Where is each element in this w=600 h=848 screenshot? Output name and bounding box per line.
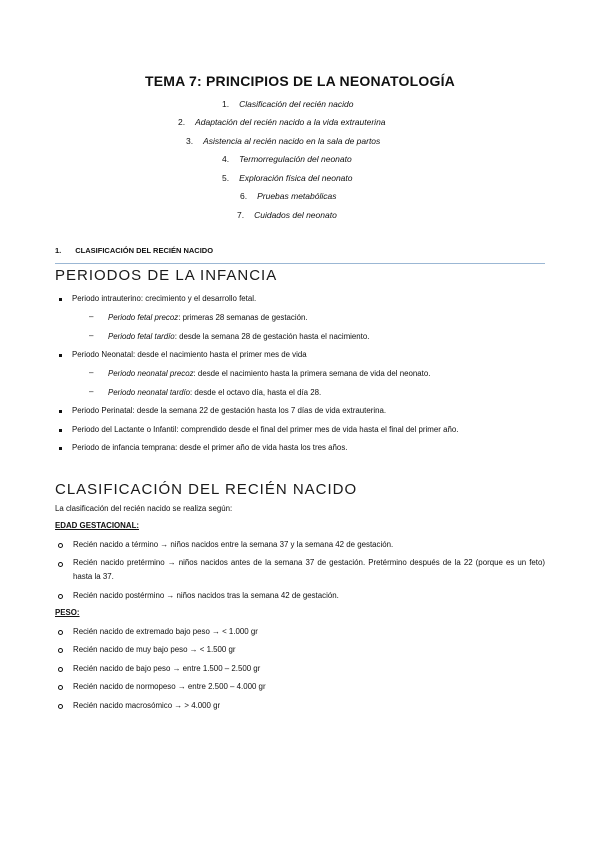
circle-bullet-icon <box>58 685 63 690</box>
list-item: Periodo intrauterino: crecimiento y el desarrollo fetal. <box>72 294 257 303</box>
circle-bullet-icon <box>58 630 63 635</box>
list-item: Recién nacido pretérmino → niños nacidos antes de la semana 37 de gestación. Pretérmino después de la 22 (porque es un feto) hasta la 37. <box>73 558 545 581</box>
toc-label: Exploración física del neonato <box>239 173 353 183</box>
circle-bullet-icon <box>58 704 63 709</box>
toc-item <box>178 117 386 127</box>
section-num: 1. <box>55 246 62 255</box>
toc-label: Pruebas metabólicas <box>257 191 337 201</box>
toc-num: 7. <box>237 210 245 220</box>
square-bullet-icon <box>59 354 62 357</box>
dash-bullet-icon: – <box>89 368 94 377</box>
section-heading <box>55 246 213 255</box>
list-item: Periodo neonatal precoz: desde el nacimiento hasta la primera semana de vida del neonato. <box>108 369 431 378</box>
square-bullet-icon <box>59 429 62 432</box>
list-item: Recién nacido de normopeso → entre 2.500 – 4.000 gr <box>73 682 266 691</box>
circle-bullet-icon <box>58 667 63 672</box>
toc-num: 3. <box>186 136 194 146</box>
square-bullet-icon <box>59 410 62 413</box>
dash-bullet-icon: – <box>89 312 94 321</box>
toc-label: Asistencia al recién nacido en la sala de partos <box>203 136 381 146</box>
toc-item <box>222 99 353 109</box>
dash-bullet-icon: – <box>89 387 94 396</box>
list-item: Periodo neonatal tardío: desde el octavo día, hasta el día 28. <box>108 388 322 397</box>
circle-bullet-icon <box>58 594 63 599</box>
list-item: Recién nacido de muy bajo peso → < 1.500 gr <box>73 645 236 654</box>
infancia-heading: PERIODOS DE LA INFANCIA <box>55 267 278 284</box>
list-item: Periodo Neonatal: desde el nacimiento hasta el primer mes de vida <box>72 350 307 359</box>
circle-bullet-icon <box>58 543 63 548</box>
heading-divider <box>55 263 545 264</box>
toc-num: 4. <box>222 154 230 164</box>
toc-num: 5. <box>222 173 230 183</box>
toc-label: Adaptación del recién nacido a la vida extrauterina <box>195 117 386 127</box>
circle-bullet-icon <box>58 648 63 653</box>
list-item: Recién nacido macrosómico → > 4.000 gr <box>73 701 221 710</box>
list-item: Recién nacido postérmino → niños nacidos tras la semana 42 de gestación. <box>73 591 339 600</box>
list-item: Periodo Perinatal: desde la semana 22 de gestación hasta los 7 días de vida extrauterina. <box>72 406 387 415</box>
list-item: Recién nacido de extremado bajo peso → < 1.000 gr <box>73 627 258 636</box>
section-label: CLASIFICACIÓN DEL RECIÉN NACIDO <box>75 246 214 255</box>
toc-item <box>222 154 352 164</box>
list-item: Periodo de infancia temprana: desde el primer año de vida hasta los tres años. <box>72 443 348 452</box>
square-bullet-icon <box>59 447 62 450</box>
toc-item <box>240 191 336 201</box>
list-item: Periodo fetal precoz: primeras 28 semanas de gestación. <box>108 313 308 322</box>
toc-item <box>222 173 353 183</box>
toc-label: Cuidados del neonato <box>254 210 337 220</box>
toc-label: Clasificación del recién nacido <box>239 99 354 109</box>
toc-num: 6. <box>240 191 248 201</box>
square-bullet-icon <box>59 298 62 301</box>
list-item: Periodo fetal tardío: desde la semana 28 de gestación hasta el nacimiento. <box>108 332 370 341</box>
subheading-peso: PESO: <box>55 608 80 617</box>
page-title: TEMA 7: PRINCIPIOS DE LA NEONATOLOGÍA <box>145 73 455 89</box>
toc-item <box>186 136 380 146</box>
dash-bullet-icon: – <box>89 331 94 340</box>
subheading-edad: EDAD GESTACIONAL: <box>55 521 140 530</box>
intro-text: La clasificación del recién nacido se realiza según: <box>55 504 233 513</box>
list-item: Periodo del Lactante o Infantil: comprendido desde el final del primer mes de vida hasta el final del primer año. <box>72 425 459 434</box>
toc-num: 2. <box>178 117 186 127</box>
circle-bullet-icon <box>58 562 63 567</box>
toc-item <box>237 210 337 220</box>
list-item: Recién nacido a término → niños nacidos entre la semana 37 y la semana 42 de gestación. <box>73 540 394 549</box>
toc-label: Termorregulación del neonato <box>239 154 352 164</box>
clasificacion-heading: CLASIFICACIÓN DEL RECIÉN NACIDO <box>55 481 358 498</box>
list-item: Recién nacido de bajo peso → entre 1.500 – 2.500 gr <box>73 664 261 673</box>
toc-num: 1. <box>222 99 230 109</box>
